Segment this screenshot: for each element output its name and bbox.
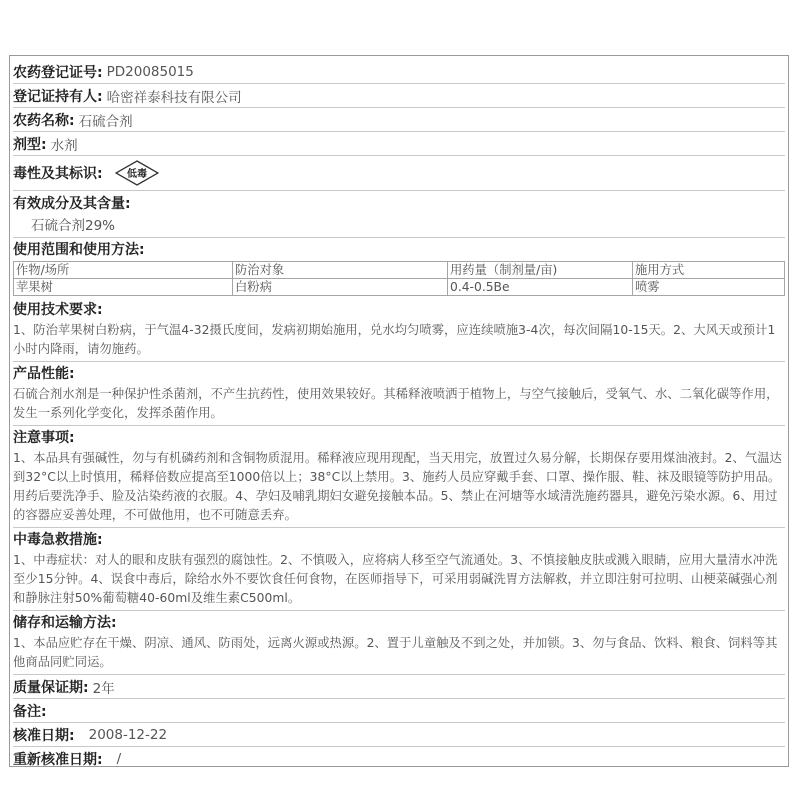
low-toxicity-diamond-icon: [115, 160, 159, 186]
usage-table-cell: 喷雾: [633, 279, 785, 296]
usage-header: [13, 238, 785, 260]
active-ingredient-value: 石硫合剂29%: [13, 215, 785, 238]
usage-table-header-cell: 用药量（制剂量/亩): [448, 262, 633, 279]
shelf-life-row: [13, 675, 785, 699]
storage-label: 储存和运输方法:: [13, 615, 117, 631]
precautions-text: 1、本品具有强碱性，勿与有机磷药剂和含铜物质混用。稀释液应现用现配，当天用完，放置过久易分解，长期保存要用煤油液封。2、气温达到32°C以上时慎用，稀释倍数应提高至1000倍以上；38°C以上禁用。3、施药人员应穿戴手套、口罩、操作服、鞋、袜及眼镜等防护用品。用药后要洗净手、脸及沾染药液的衣服。4、孕妇及哺乳期妇女避免接触本品。5、禁止在河塘等水域清洗施药器具，避免污染水源。6、用过的容器应妥善处理，不可做他用，也不可随意丢弃。: [13, 451, 782, 522]
first-aid-label: 中毒急救措施:: [13, 532, 103, 548]
reapproval-date-row: [13, 747, 785, 770]
approval-date-row: [13, 723, 785, 747]
table-row: [14, 279, 785, 296]
usage-table-cell: 0.4-0.5Be: [448, 279, 633, 296]
first-aid-section: [13, 528, 785, 611]
active-ingredient-label: 有效成分及其含量:: [13, 196, 131, 212]
pesticide-name-value: 石硫合剂: [78, 113, 133, 130]
registration-number-value: PD20085015: [106, 63, 194, 80]
product-performance-label: 产品性能:: [13, 366, 75, 382]
remarks-label: 备注:: [13, 703, 47, 720]
formulation-value: 水剂: [50, 137, 78, 154]
first-aid-text: 1、中毒症状：对人的眼和皮肤有强烈的腐蚀性。2、不慎吸入，应将病人移至空气流通处。3、不慎接触皮肤或溅入眼睛，应用大量清水冲洗至少15分钟。4、误食中毒后，除给水外不要饮食任何食物，在医师指导下，可采用弱碱洗胃方法解救，并立即注射可拉明、山梗菜碱强心剂和静脉注射50%葡萄糖40-60ml及维生素C500ml。: [13, 553, 778, 605]
registration-number-label: 农药登记证号:: [13, 64, 103, 81]
toxicity-label: 毒性及其标识:: [13, 166, 103, 182]
product-performance-section: [13, 362, 785, 426]
approval-date-value: 2008-12-22: [88, 726, 168, 743]
active-ingredient-header: [13, 191, 785, 215]
remarks-row: [13, 699, 785, 723]
toxicity-row: [13, 156, 785, 191]
storage-section: [13, 611, 785, 675]
shelf-life-label: 质量保证期:: [13, 679, 89, 696]
pesticide-name-label: 农药名称:: [13, 112, 75, 129]
approval-date-label: 核准日期:: [13, 727, 75, 744]
registration-number-row: [13, 60, 785, 84]
toxicity-badge-text: 低毒: [126, 169, 147, 180]
precautions-section: [13, 426, 785, 528]
usage-table-header-cell: 防治对象: [233, 262, 448, 279]
storage-text: 1、本品应贮存在干燥、阴凉、通风、防雨处，远离火源或热源。2、置于儿童触及不到之处，并加锁。3、勿与食品、饮料、粮食、饲料等其他商品同贮同运。: [13, 636, 778, 669]
pesticide-registration-document: [9, 55, 789, 767]
usage-table-header-cell: 施用方式: [633, 262, 785, 279]
product-performance-text: 石硫合剂水剂是一种保护性杀菌剂，不产生抗药性，使用效果较好。其稀释液喷洒于植物上，与空气接触后，受氧气、水、二氧化碳等作用，发生一系列化学变化，发挥杀菌作用。: [13, 387, 779, 420]
registrant-label: 登记证持有人:: [13, 88, 103, 105]
reapproval-date-label: 重新核准日期:: [13, 751, 103, 768]
registrant-value: 哈密祥泰科技有限公司: [106, 89, 242, 106]
registrant-row: [13, 84, 785, 108]
usage-table-cell: 白粉病: [233, 279, 448, 296]
reapproval-date-value: /: [116, 750, 122, 767]
precautions-label: 注意事项:: [13, 430, 75, 446]
shelf-life-value: 2年: [92, 680, 115, 697]
usage-table-header-row: [14, 262, 785, 279]
usage-label: 使用范围和使用方法:: [13, 242, 145, 258]
technical-requirements-text: 1、防治苹果树白粉病，于气温4-32摄氏度间，发病初期始施用，兑水均匀喷雾，应连续喷施3-4次，每次间隔10-15天。2、大风天或预计1小时内降雨，请勿施药。: [13, 323, 776, 356]
technical-requirements-label: 使用技术要求:: [13, 302, 103, 318]
formulation-row: [13, 132, 785, 156]
pesticide-name-row: [13, 108, 785, 132]
formulation-label: 剂型:: [13, 136, 47, 153]
usage-table-cell: 苹果树: [14, 279, 233, 296]
usage-table-header-cell: 作物/场所: [14, 262, 233, 279]
usage-table: [13, 261, 785, 296]
technical-requirements-section: [13, 298, 785, 362]
